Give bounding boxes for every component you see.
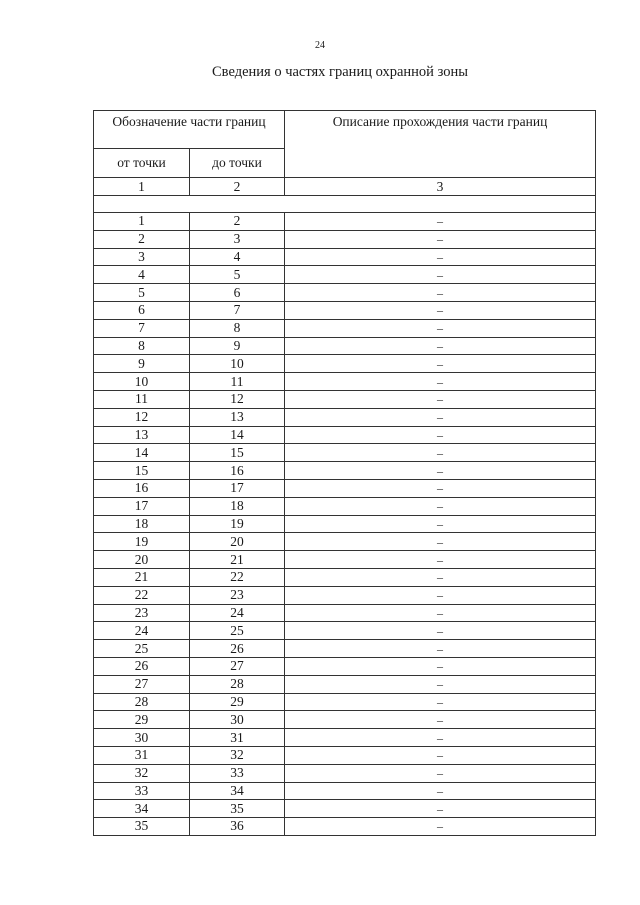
to-point-cell: 20 bbox=[190, 533, 285, 551]
from-point-cell: 22 bbox=[94, 586, 190, 604]
from-point-cell: 2 bbox=[94, 230, 190, 248]
description-cell: – bbox=[285, 373, 596, 391]
from-point-cell: 12 bbox=[94, 408, 190, 426]
to-point-cell: 9 bbox=[190, 337, 285, 355]
to-point-cell: 31 bbox=[190, 729, 285, 747]
to-point-cell: 27 bbox=[190, 657, 285, 675]
to-point-cell: 28 bbox=[190, 675, 285, 693]
to-point-cell: 2 bbox=[190, 213, 285, 231]
description-cell: – bbox=[285, 533, 596, 551]
table-row bbox=[94, 266, 596, 284]
table-row bbox=[94, 213, 596, 231]
from-point-cell: 24 bbox=[94, 622, 190, 640]
description-cell: – bbox=[285, 675, 596, 693]
description-cell: – bbox=[285, 657, 596, 675]
from-point-cell: 30 bbox=[94, 729, 190, 747]
description-cell: – bbox=[285, 818, 596, 836]
document-title: Сведения о частях границ охранной зоны bbox=[212, 64, 468, 80]
description-cell: – bbox=[285, 586, 596, 604]
from-point-cell: 35 bbox=[94, 818, 190, 836]
to-point-cell: 8 bbox=[190, 319, 285, 337]
description-cell: – bbox=[285, 355, 596, 373]
description-cell: – bbox=[285, 622, 596, 640]
to-point-cell: 5 bbox=[190, 266, 285, 284]
table-row bbox=[94, 675, 596, 693]
table-row bbox=[94, 640, 596, 658]
from-point-cell: 32 bbox=[94, 764, 190, 782]
table-row bbox=[94, 319, 596, 337]
table-row bbox=[94, 782, 596, 800]
table-row bbox=[94, 551, 596, 569]
from-point-cell: 6 bbox=[94, 301, 190, 319]
to-point-cell: 19 bbox=[190, 515, 285, 533]
from-point-cell: 29 bbox=[94, 711, 190, 729]
to-point-cell: 13 bbox=[190, 408, 285, 426]
to-point-cell: 15 bbox=[190, 444, 285, 462]
column-number-3: 3 bbox=[285, 178, 596, 196]
to-point-cell: 35 bbox=[190, 800, 285, 818]
from-point-cell: 31 bbox=[94, 746, 190, 764]
to-point-header: до точки bbox=[190, 149, 285, 178]
description-cell: – bbox=[285, 479, 596, 497]
to-point-cell: 10 bbox=[190, 355, 285, 373]
table-row bbox=[94, 622, 596, 640]
description-cell: – bbox=[285, 568, 596, 586]
description-cell: – bbox=[285, 390, 596, 408]
table-row bbox=[94, 390, 596, 408]
from-point-cell: 34 bbox=[94, 800, 190, 818]
table-row bbox=[94, 248, 596, 266]
table-row bbox=[94, 408, 596, 426]
from-point-cell: 1 bbox=[94, 213, 190, 231]
description-cell: – bbox=[285, 711, 596, 729]
description-cell: – bbox=[285, 782, 596, 800]
from-point-cell: 23 bbox=[94, 604, 190, 622]
table-row bbox=[94, 373, 596, 391]
table-row bbox=[94, 568, 596, 586]
from-point-cell: 26 bbox=[94, 657, 190, 675]
table-row bbox=[94, 444, 596, 462]
description-cell: – bbox=[285, 746, 596, 764]
column-number-1: 1 bbox=[94, 178, 190, 196]
from-point-cell: 4 bbox=[94, 266, 190, 284]
description-cell: – bbox=[285, 426, 596, 444]
description-cell: – bbox=[285, 462, 596, 480]
from-point-cell: 21 bbox=[94, 568, 190, 586]
from-point-cell: 3 bbox=[94, 248, 190, 266]
table-row bbox=[94, 533, 596, 551]
column-number-2: 2 bbox=[190, 178, 285, 196]
description-cell: – bbox=[285, 408, 596, 426]
boundary-part-designation-header: Обозначение части границ bbox=[94, 111, 285, 149]
to-point-cell: 29 bbox=[190, 693, 285, 711]
to-point-cell: 25 bbox=[190, 622, 285, 640]
from-point-cell: 17 bbox=[94, 497, 190, 515]
description-cell: – bbox=[285, 800, 596, 818]
description-cell: – bbox=[285, 693, 596, 711]
table-row bbox=[94, 586, 596, 604]
from-point-cell: 7 bbox=[94, 319, 190, 337]
from-point-cell: 28 bbox=[94, 693, 190, 711]
description-cell: – bbox=[285, 764, 596, 782]
from-point-cell: 33 bbox=[94, 782, 190, 800]
description-cell: – bbox=[285, 248, 596, 266]
to-point-cell: 23 bbox=[190, 586, 285, 604]
to-point-cell: 11 bbox=[190, 373, 285, 391]
to-point-cell: 32 bbox=[190, 746, 285, 764]
table-row bbox=[94, 657, 596, 675]
from-point-cell: 11 bbox=[94, 390, 190, 408]
description-cell: – bbox=[285, 551, 596, 569]
from-point-cell: 25 bbox=[94, 640, 190, 658]
to-point-cell: 26 bbox=[190, 640, 285, 658]
from-point-cell: 13 bbox=[94, 426, 190, 444]
from-point-cell: 15 bbox=[94, 462, 190, 480]
description-cell: – bbox=[285, 515, 596, 533]
from-point-cell: 8 bbox=[94, 337, 190, 355]
boundary-description-header: Описание прохождения части границ bbox=[285, 111, 596, 178]
table-body bbox=[94, 111, 596, 836]
boundary-parts-table bbox=[93, 110, 596, 836]
table-row bbox=[94, 515, 596, 533]
description-cell: – bbox=[285, 301, 596, 319]
from-point-cell: 20 bbox=[94, 551, 190, 569]
from-point-cell: 18 bbox=[94, 515, 190, 533]
table-row bbox=[94, 604, 596, 622]
table-row bbox=[94, 230, 596, 248]
to-point-cell: 21 bbox=[190, 551, 285, 569]
table-row bbox=[94, 355, 596, 373]
to-point-cell: 7 bbox=[190, 301, 285, 319]
table-row bbox=[94, 818, 596, 836]
empty-section-row bbox=[94, 196, 596, 213]
to-point-cell: 34 bbox=[190, 782, 285, 800]
to-point-cell: 30 bbox=[190, 711, 285, 729]
to-point-cell: 14 bbox=[190, 426, 285, 444]
to-point-cell: 12 bbox=[190, 390, 285, 408]
description-cell: – bbox=[285, 497, 596, 515]
description-cell: – bbox=[285, 230, 596, 248]
from-point-header: от точки bbox=[94, 149, 190, 178]
table-row bbox=[94, 764, 596, 782]
page-number: 24 bbox=[315, 40, 325, 51]
table-row bbox=[94, 497, 596, 515]
to-point-cell: 18 bbox=[190, 497, 285, 515]
to-point-cell: 36 bbox=[190, 818, 285, 836]
from-point-cell: 9 bbox=[94, 355, 190, 373]
to-point-cell: 22 bbox=[190, 568, 285, 586]
from-point-cell: 5 bbox=[94, 284, 190, 302]
table-row bbox=[94, 479, 596, 497]
description-cell: – bbox=[285, 319, 596, 337]
to-point-cell: 3 bbox=[190, 230, 285, 248]
table-row bbox=[94, 800, 596, 818]
table-row bbox=[94, 746, 596, 764]
to-point-cell: 33 bbox=[190, 764, 285, 782]
table-row bbox=[94, 729, 596, 747]
description-cell: – bbox=[285, 729, 596, 747]
from-point-cell: 27 bbox=[94, 675, 190, 693]
description-cell: – bbox=[285, 266, 596, 284]
description-cell: – bbox=[285, 604, 596, 622]
from-point-cell: 10 bbox=[94, 373, 190, 391]
empty-section-cell bbox=[94, 196, 596, 213]
table-row bbox=[94, 301, 596, 319]
header-row-1 bbox=[94, 111, 596, 149]
description-cell: – bbox=[285, 337, 596, 355]
column-number-row bbox=[94, 178, 596, 196]
from-point-cell: 14 bbox=[94, 444, 190, 462]
from-point-cell: 16 bbox=[94, 479, 190, 497]
to-point-cell: 17 bbox=[190, 479, 285, 497]
to-point-cell: 4 bbox=[190, 248, 285, 266]
table-row bbox=[94, 337, 596, 355]
table-row bbox=[94, 693, 596, 711]
to-point-cell: 6 bbox=[190, 284, 285, 302]
description-cell: – bbox=[285, 444, 596, 462]
to-point-cell: 24 bbox=[190, 604, 285, 622]
table-row bbox=[94, 711, 596, 729]
to-point-cell: 16 bbox=[190, 462, 285, 480]
description-cell: – bbox=[285, 640, 596, 658]
table-row bbox=[94, 284, 596, 302]
from-point-cell: 19 bbox=[94, 533, 190, 551]
table-row bbox=[94, 426, 596, 444]
table-row bbox=[94, 462, 596, 480]
description-cell: – bbox=[285, 284, 596, 302]
description-cell: – bbox=[285, 213, 596, 231]
